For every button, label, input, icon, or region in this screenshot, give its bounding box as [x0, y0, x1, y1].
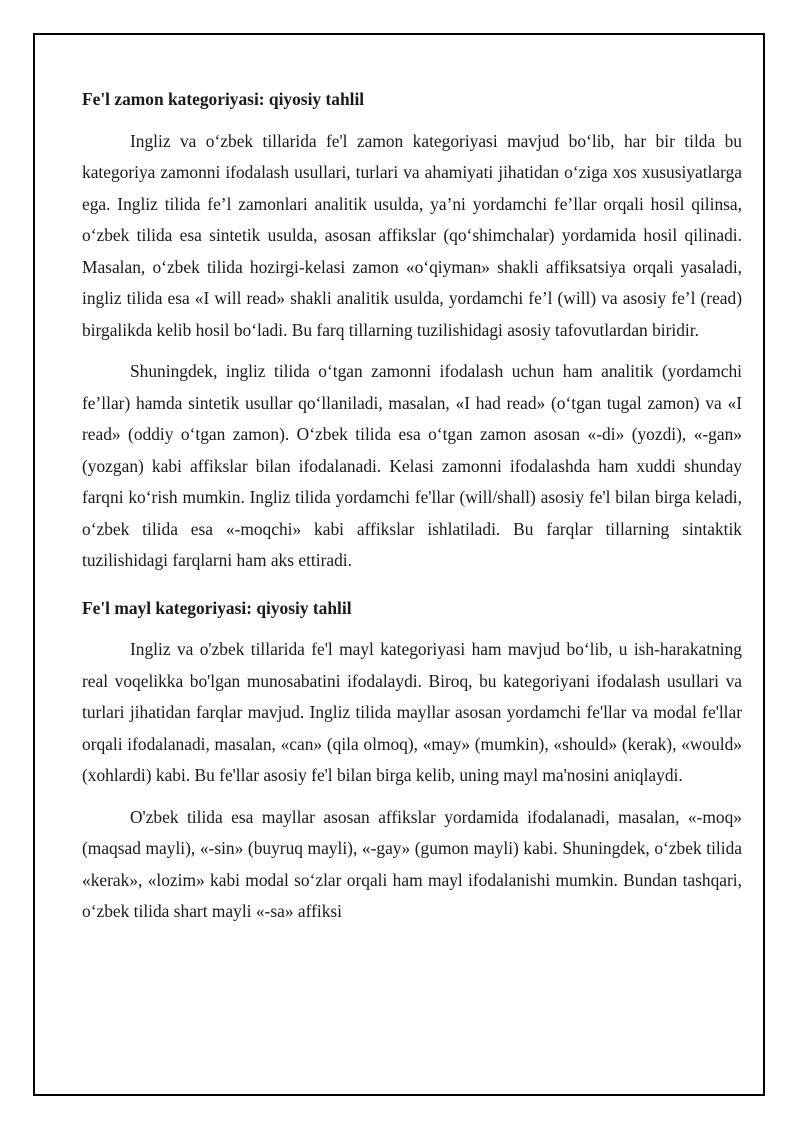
paragraph-tense-1: Ingliz va o‘zbek tillarida fe'l zamon kategoriyasi mavjud bo‘lib, har bir tilda bu kategoriya zamonni ifodalash usullari, turlari va ahamiyati jihatidan o‘ziga xos xususiyatlarga ega. Ingliz tilida fe’l zamonlari analitik usulda, ya’ni yordamchi fe’llar orqali hosil qilinsa, o‘zbek tilida esa sintetik usulda, asosan affikslar (qo‘shimchalar) yordamida hosil qilinadi. Masalan, o‘zbek tilida hozirgi-kelasi zamon «o‘qiyman» shakli affiksatsiya orqali yasaladi, ingliz tilida esa «I will read» shakli analitik usulda, yordamchi fe’l (will) va asosiy fe’l (read) birgalikda kelib hosil bo‘ladi. Bu farq tillarning tuzilishidagi asosiy tafovutlardan biridir. [82, 130, 742, 340]
section-heading-tense: Fe'l zamon kategoriyasi: qiyosiy tahlil [82, 89, 365, 109]
paragraph-tense-2: Shuningdek, ingliz tilida o‘tgan zamonni ifodalash uchun ham analitik (yordamchi fe’llar) hamda sintetik usullar qo‘llaniladi, masalan, «I had read» (o‘tgan tugal zamon) va «I read» (oddiy o‘tgan zamon). O‘zbek tilida esa o‘tgan zamon asosan «-di» (yozdi), «-gan» (yozgan) kabi affikslar bilan ifodalanadi. Kelasi zamonni ifodalashda ham xuddi shunday farqni ko‘rish mumkin. Ingliz tilida yordamchi fe'llar (will/shall) asosiy fe'l bilan birga keladi, o‘zbek tilida esa «-moqchi» kabi affikslar ishlatiladi. Bu farqlar tillarning sintaktik tuzilishidagi farqlarni ham aks ettiradi. [82, 361, 742, 570]
paragraph-mood-2: O'zbek tilida esa mayllar asosan affikslar yordamida ifodalanadi, masalan, «-moq» (maqsad mayli), «-sin» (buyruq mayli), «-gay» (gumon mayli) kabi. Shuningdek, o‘zbek tilida «kerak», «lozim» kabi modal so‘zlar orqali ham mayl ifodalanishi mumkin. Bundan tashqari, o‘zbek tilida shart mayli «-sa» affiksi [82, 806, 742, 921]
paragraph-mood-1: Ingliz va o'zbek tillarida fe'l mayl kategoriyasi ham mavjud bo‘lib, u ish-harakatning real voqelikka bo'lgan munosabatini ifodalaydi. Biroq, bu kategoriyani ifodalash usullari va turlari jihatidan farqlar mavjud. Ingliz tilida mayllar asosan yordamchi fe'llar va modal fe'llar orqali ifodalanadi, masalan, «can» (qila olmoq), «may» (mumkin), «should» (kerak), «would» (xohlardi) kabi. Bu fe'llar asosiy fe'l bilan birga kelib, uning mayl ma'nosini aniqlaydi. [82, 639, 742, 785]
section-heading-mood: Fe'l mayl kategoriyasi: qiyosiy tahlil [82, 597, 352, 618]
document-body [82, 68, 742, 938]
